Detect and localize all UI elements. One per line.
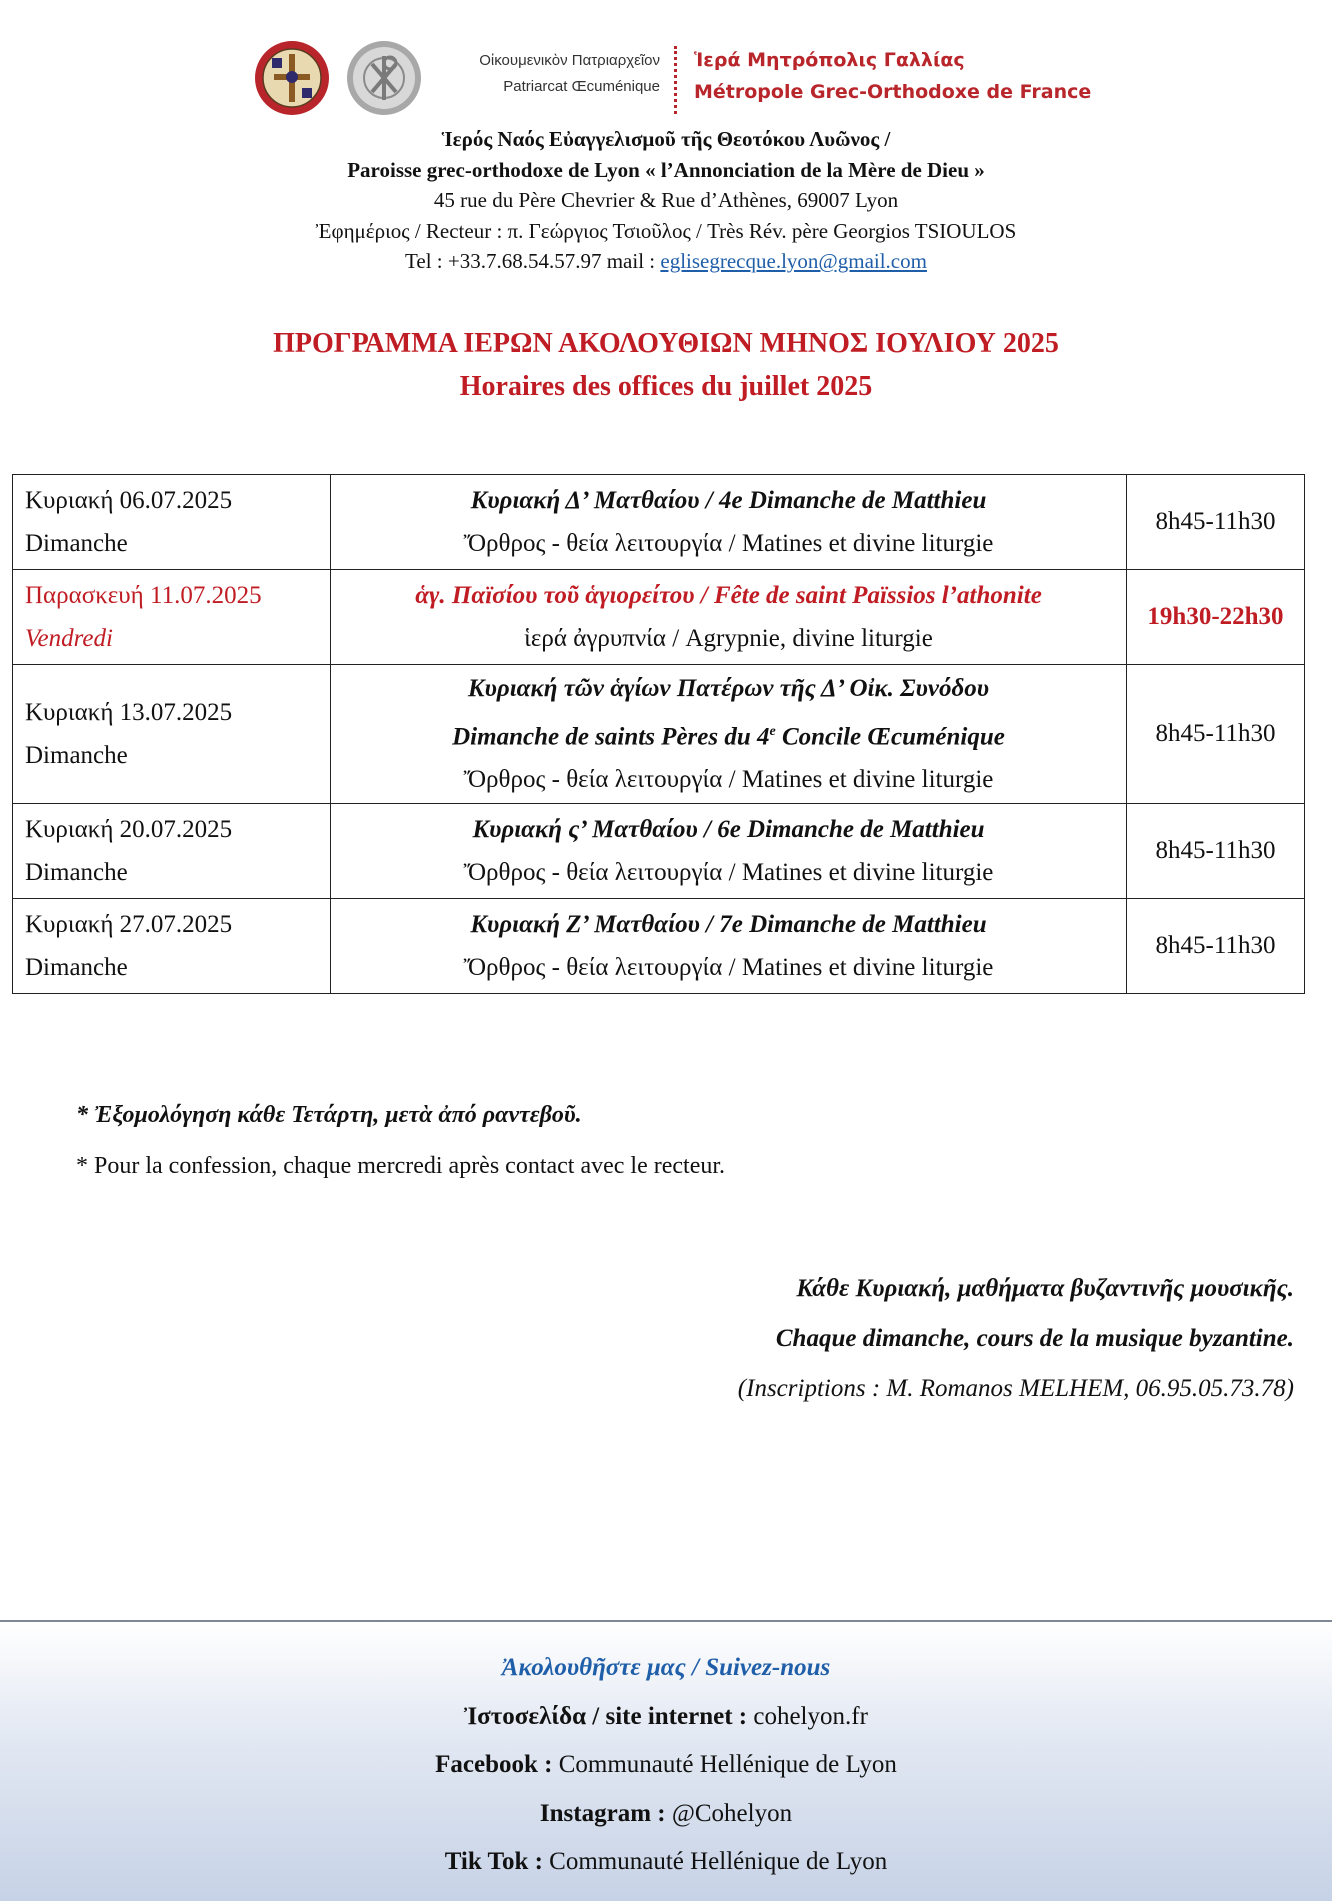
date-gr: Κυριακή 13.07.2025 xyxy=(25,699,233,726)
time-cell: 8h45-11h30 xyxy=(1127,804,1305,899)
parish-address: 45 rue du Père Chevrier & Rue d’Athènes, 69007 Lyon xyxy=(433,188,899,212)
parish-name-gr: Ἱερός Ναός Εὐαγγελισμοῦ τῆς Θεοτόκου Λυῶνος / xyxy=(441,127,891,151)
table-row xyxy=(13,804,1305,899)
schedule-table xyxy=(12,474,1305,994)
metropolis-chi-rho-logo xyxy=(346,40,422,116)
contact-tel: Tel : +33.7.68.54.57.97 mail : xyxy=(405,249,661,273)
service-name: Ὄρθρος - θεία λειτουργία / Matines et divine liturgie xyxy=(463,530,994,557)
table-row xyxy=(13,570,1305,665)
patriarchate-seal-logo xyxy=(254,40,330,116)
date-cell xyxy=(13,475,331,570)
footer xyxy=(0,1620,1332,1901)
feast-name: Κυριακή τῶν ἁγίων Πατέρων τῆς Δ’ Οἰκ. Συνόδου xyxy=(467,674,990,702)
date-gr: Κυριακή 27.07.2025 xyxy=(25,911,233,938)
date-gr: Κυριακή 20.07.2025 xyxy=(25,816,233,843)
table-row xyxy=(13,665,1305,804)
feast-fr-part2: Concile Œcuménique xyxy=(775,723,1005,751)
service-name: Ὄρθρος - θεία λειτουργία / Matines et divine liturgie xyxy=(463,954,994,981)
music-line-gr: Κάθε Κυριακή, μαθήματα βυζαντινῆς μουσικῆς. xyxy=(796,1275,1294,1302)
feast-name: ἁγ. Παϊσίου τοῦ ἁγιορείτου / Fête de saint Païssios l’athonite xyxy=(415,582,1042,609)
metropolis-name xyxy=(694,44,1094,108)
date-fr: Dimanche xyxy=(25,954,128,981)
website-label: Ἰστοσελίδα / site internet : xyxy=(464,1702,754,1730)
website-line xyxy=(0,1693,1332,1742)
date-fr: Dimanche xyxy=(25,530,128,557)
time-cell: 8h45-11h30 xyxy=(1127,475,1305,570)
date-gr: Παρασκευή 11.07.2025 xyxy=(25,582,262,609)
parish-rector: Ἐφημέριος / Recteur : π. Γεώργιος Τσιοῦλος / Très Rév. père Georgios TSIOULOS xyxy=(315,218,1017,243)
table-row xyxy=(13,475,1305,570)
patriarchate-gr: Οἰκουμενικὸν Πατριαρχεῖον xyxy=(479,52,660,69)
feast-name: Κυριακή ς’ Ματθαίου / 6e Dimanche de Matthieu xyxy=(472,816,985,843)
music-lessons xyxy=(560,1264,1294,1414)
confession-note-fr: * Pour la confession, chaque mercredi après contact avec le recteur. xyxy=(76,1153,726,1179)
parish-info xyxy=(0,124,1332,277)
time-cell: 19h30-22h30 xyxy=(1127,570,1305,665)
service-cell xyxy=(331,899,1127,994)
service-name: ἱερά ἀγρυπνία / Agrypnie, divine liturgie xyxy=(524,625,933,652)
confession-note-gr: * Ἐξομολόγηση κάθε Τετάρτη, μετὰ ἀπό ραντεβοῦ. xyxy=(76,1102,582,1128)
tiktok-line xyxy=(0,1838,1332,1887)
service-cell xyxy=(331,665,1127,804)
confession-notes xyxy=(76,1090,976,1192)
patriarchate-fr: Patriarcat Œcuménique xyxy=(503,78,660,95)
metropolis-fr: Métropole Grec-Orthodoxe de France xyxy=(694,81,1092,103)
header-divider xyxy=(674,46,677,114)
facebook-line xyxy=(0,1741,1332,1790)
music-line-fr: Chaque dimanche, cours de la musique byzantine. xyxy=(775,1325,1294,1352)
instagram-link[interactable]: @Cohelyon xyxy=(671,1799,793,1827)
schedule-titles xyxy=(0,322,1332,408)
music-inscriptions: (Inscriptions : M. Romanos MELHEM, 06.95.05.73.78) xyxy=(737,1375,1294,1402)
email-link[interactable]: eglisegrecque.lyon@gmail.com xyxy=(660,249,927,273)
feast-fr-sup: e xyxy=(769,723,776,739)
facebook-label: Facebook : xyxy=(435,1751,559,1778)
service-cell xyxy=(331,475,1127,570)
header-logos xyxy=(254,40,1092,120)
patriarchate-name xyxy=(450,48,660,100)
date-cell xyxy=(13,899,331,994)
date-fr: Vendredi xyxy=(25,625,113,652)
service-cell xyxy=(331,804,1127,899)
instagram-line xyxy=(0,1790,1332,1839)
date-fr: Dimanche xyxy=(25,742,128,769)
instagram-label: Instagram : xyxy=(539,1799,672,1827)
time-cell: 8h45-11h30 xyxy=(1127,665,1305,804)
tiktok-link[interactable]: Communauté Hellénique de Lyon xyxy=(549,1848,888,1875)
date-fr: Dimanche xyxy=(25,859,128,886)
feast-fr-part1: Dimanche de saints Pères du 4 xyxy=(452,723,770,751)
feast-name: Κυριακή Ζ’ Ματθαίου / 7e Dimanche de Matthieu xyxy=(470,911,987,938)
tiktok-label: Tik Tok : xyxy=(444,1848,550,1875)
date-gr: Κυριακή 06.07.2025 xyxy=(25,487,233,514)
facebook-link[interactable]: Communauté Hellénique de Lyon xyxy=(558,1751,897,1778)
service-name: Ὄρθρος - θεία λειτουργία / Matines et divine liturgie xyxy=(463,766,994,794)
date-cell xyxy=(13,804,331,899)
feast-name-fr xyxy=(331,710,1126,758)
date-cell xyxy=(13,665,331,804)
time-cell: 8h45-11h30 xyxy=(1127,899,1305,994)
date-cell xyxy=(13,570,331,665)
metropolis-gr: Ἱερά Μητρόπολις Γαλλίας xyxy=(694,49,965,71)
follow-us: Ἀκολουθῆστε μας / Suivez-nous xyxy=(501,1654,831,1681)
table-row xyxy=(13,899,1305,994)
parish-name-fr: Paroisse grec-orthodoxe de Lyon « l’Annonciation de la Mère de Dieu » xyxy=(347,157,985,182)
website-link[interactable]: cohelyon.fr xyxy=(753,1702,868,1730)
service-cell xyxy=(331,570,1127,665)
title-fr: Horaires des offices du juillet 2025 xyxy=(459,371,873,402)
title-gr: ΠΡΟΓΡΑΜΜΑ ΙΕΡΩΝ ΑΚΟΛΟΥΘΙΩΝ ΜΗΝΟΣ ΙΟΥΛΙΟΥ 2025 xyxy=(273,328,1059,359)
service-name: Ὄρθρος - θεία λειτουργία / Matines et divine liturgie xyxy=(463,859,994,886)
parish-contact xyxy=(0,246,1332,277)
feast-name: Κυριακή Δ’ Ματθαίου / 4e Dimanche de Matthieu xyxy=(470,487,987,514)
